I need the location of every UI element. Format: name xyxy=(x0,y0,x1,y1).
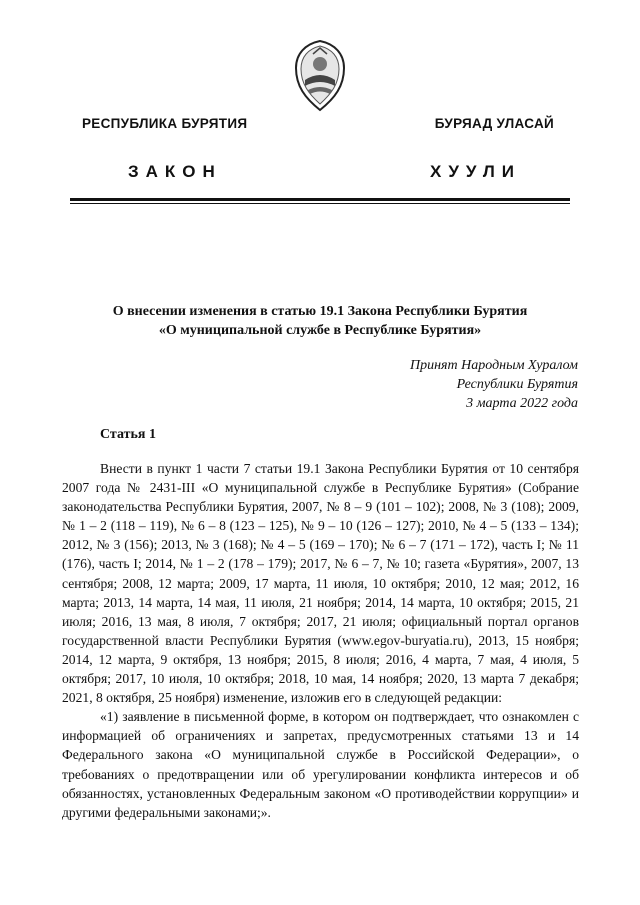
header-divider-thin xyxy=(70,203,570,204)
adoption-line-1: Принят Народным Хуралом xyxy=(409,358,578,373)
title-line-2: «О муниципальной службе в Республике Бурятия» xyxy=(158,323,482,338)
document-title xyxy=(70,302,570,340)
law-label-russian: ЗАКОН xyxy=(128,162,222,181)
adoption-note xyxy=(410,356,578,413)
adoption-line-2: Республики Бурятия xyxy=(456,377,578,392)
republic-name-buryat: БУРЯАД УЛАСАЙ xyxy=(434,116,554,131)
title-line-1: О внесении изменения в статью 19.1 Закона Республики Бурятия xyxy=(112,304,528,319)
law-label-buryat: ХУУЛИ xyxy=(430,162,521,181)
republic-name-russian: РЕСПУБЛИКА БУРЯТИЯ xyxy=(82,116,248,131)
body-paragraph-2: «1) заявление в письменной форме, в котором он подтверждает, что ознакомлен с информацией об ограничениях и запретах, предусмотренных статьями 13 и 14 Федерального закона «О муниципальной службе в Российской Федерации», о требованиях о предотвращении или об урегулировании конфликта интересов и об обязанностях, установленных Федеральным законом «О противодействии коррупции» и другими федеральными законами;». xyxy=(62,709,579,820)
header-divider-thick xyxy=(70,198,570,201)
article-body xyxy=(62,459,579,822)
article-heading: Статья 1 xyxy=(100,427,156,442)
body-paragraph-1: Внести в пункт 1 части 7 статьи 19.1 Закона Республики Бурятия от 10 сентября 2007 года № 2431-III «О муниципальной службе в Республике Бурятия» (Собрание законодательства Республики Бурятия, 2007, № 8 – 9 (101 – 102); 2008, № 3 (108); 2009, № 1 – 2 (118 – 119), № 6 – 8 (123 – 125), № 9 – 10 (126 – 127); 2010, № 4 – 5 (133 – 134); 2012, № 3 (156); 2013, № 3 (168); № 4 – 5 (169 – 170); № 6 – 7 (171 – 172), часть I; № 11 (176), часть I; 2014, № 1 – 2 (178 – 179); 2017, № 6 – 7, № 10; газета «Бурятия», 2007, 13 сентября; 2008, 12 марта; 2009, 17 марта, 11 июля, 10 октября; 2010, 12 мая; 2012, 16 марта; 2013, 14 марта, 14 мая, 11 июля, 21 ноября; 2014, 14 марта, 10 октября; 2015, 21 июля; 2016, 13 мая, 8 июля, 7 октября; 2017, 21 июля; официальный портал органов государственной власти Республики Бурятия (www.egov-buryatia.ru), 2013, 15 ноября; 2014, 12 марта, 9 октября, 13 ноября; 2015, 8 июля; 2016, 4 марта, 7 мая, 4 июля, 5 октября; 2017, 10 июля, 10 октября; 2018, 10 мая, 14 ноября; 2020, 13 марта 7 декабря; 2021, 8 октября, 25 ноября) изменение, изложив его в следующей редакции: xyxy=(62,461,579,706)
adoption-date: 3 марта 2022 года xyxy=(466,396,578,411)
coat-of-arms-icon xyxy=(291,38,349,114)
